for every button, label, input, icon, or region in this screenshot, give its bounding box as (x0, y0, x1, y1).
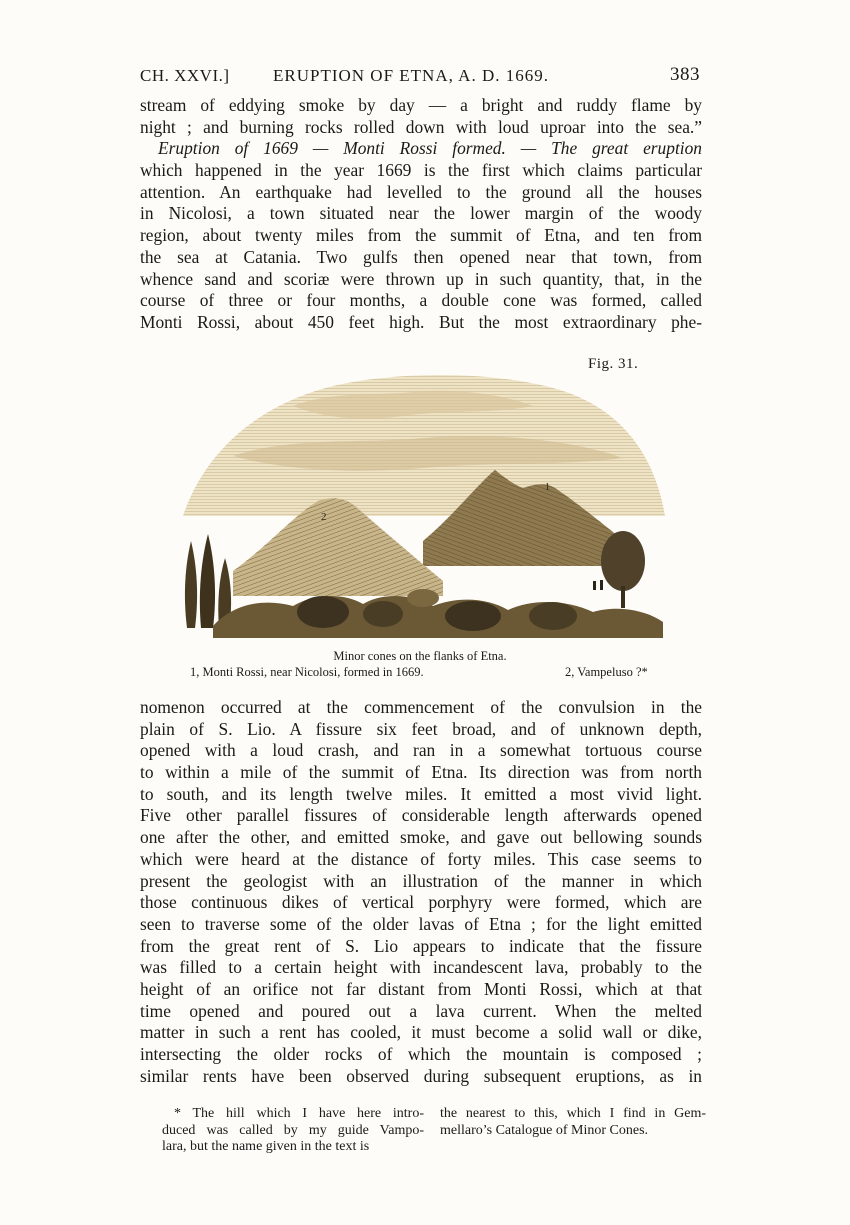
figure-caption-title: Minor cones on the flanks of Etna. (333, 649, 507, 663)
text-line: to south, and its length twelve miles. It emitted a most vivid light. (140, 783, 702, 804)
text-line: from the great rent of S. Lio appears to indicate that the fissure (140, 935, 702, 956)
text-line: attention. An earthquake had levelled to the ground all the houses (140, 181, 702, 202)
cypress-tree (185, 541, 197, 628)
chapter-label: CH. XXVI.] (140, 66, 230, 85)
running-header (140, 64, 700, 90)
footnote-line: duced was called by my guide Vampo- (162, 1122, 424, 1138)
text-line: plain of S. Lio. A fissure six feet broad, and of unknown depth, (140, 718, 702, 739)
footnote-line: * The hill which I have here intro- (174, 1106, 424, 1121)
text-line: to within a mile of the summit of Etna. Its direction was from north (140, 762, 702, 783)
text-line: was filled to a certain height with incandescent lava, probably to the (140, 957, 702, 978)
engraving-minor-cones (173, 366, 673, 638)
text-line: one after the other, and emitted smoke, and gave out bellowing sounds (140, 827, 702, 848)
footnote-line: the nearest to this, which I find in Gem- (440, 1106, 706, 1121)
footnote-right-column (440, 1106, 706, 1139)
text-line: stream of eddying smoke by day — a bright and ruddy flame by (140, 95, 702, 115)
text-line: which were heard at the distance of forty miles. This case seems to (140, 848, 702, 869)
text-line: opened with a loud crash, and ran in a somewhat tortuous course (140, 740, 702, 761)
text-line: intersecting the older rocks of which the mountain is composed ; (140, 1044, 702, 1064)
foreground-vegetation (213, 596, 663, 638)
figure-caption-right: 2, Vampeluso ?* (565, 665, 648, 679)
text-line: course of three or four months, a double cone was formed, called (140, 290, 702, 311)
text-line: Monti Rossi, about 450 feet high. But the most extraordinary phe- (140, 311, 702, 332)
text-line: seen to traverse some of the older lavas of Etna ; for the light emitted (140, 913, 702, 934)
footnote-left-column (162, 1106, 424, 1156)
body-text-top (140, 95, 702, 334)
running-title: ERUPTION OF ETNA, A. D. 1669. (273, 66, 549, 85)
text-line: the sea at Catania. Two gulfs then opened near that town, from (140, 246, 702, 267)
figure-mark-2: 2 (321, 511, 327, 523)
figure-mark-1: 1 (545, 482, 550, 493)
text-line: similar rents have been observed during subsequent eruptions, as in (140, 1065, 702, 1086)
footnote-line: lara, but the name given in the text is (162, 1139, 370, 1154)
text-line: night ; and burning rocks rolled down with loud uproar into the sea.” (140, 116, 702, 137)
text-line: which happened in the year 1669 is the first which claims particular (140, 160, 702, 181)
cypress-tree (200, 534, 215, 628)
text-line: Five other parallel fissures of considerable length afterwards opened (140, 805, 702, 826)
figure-number: Fig. 31. (588, 356, 639, 372)
text-line: time opened and poured out a lava current. When the melted (140, 1000, 702, 1021)
text-line: present the geologist with an illustration of the manner in which (140, 870, 702, 891)
text-line: matter in such a rent has cooled, it must become a solid wall or dike, (140, 1022, 702, 1043)
text-line: nomenon occurred at the commencement of the convulsion in the (140, 697, 702, 717)
text-line: height of an orifice not far distant from Monti Rossi, which at that (140, 978, 702, 999)
figure-caption-left: 1, Monti Rossi, near Nicolosi, formed in 1669. (190, 665, 424, 679)
body-text-bottom (140, 697, 702, 1087)
text-line: in Nicolosi, a town situated near the lower margin of the woody (140, 203, 702, 224)
text-line: whence sand and scoriæ were thrown up in such quantity, that, in the (140, 268, 702, 289)
text-line: region, about twenty miles from the summit of Etna, and ten from (140, 225, 702, 246)
footnote-line: mellaro’s Catalogue of Minor Cones. (440, 1122, 649, 1138)
section-heading-line: Eruption of 1669 — Monti Rossi formed. — The great eruption (158, 138, 702, 159)
text-line: those continuous dikes of vertical porphyry were formed, which are (140, 892, 702, 913)
page-number: 383 (670, 64, 700, 85)
tree (601, 531, 645, 591)
